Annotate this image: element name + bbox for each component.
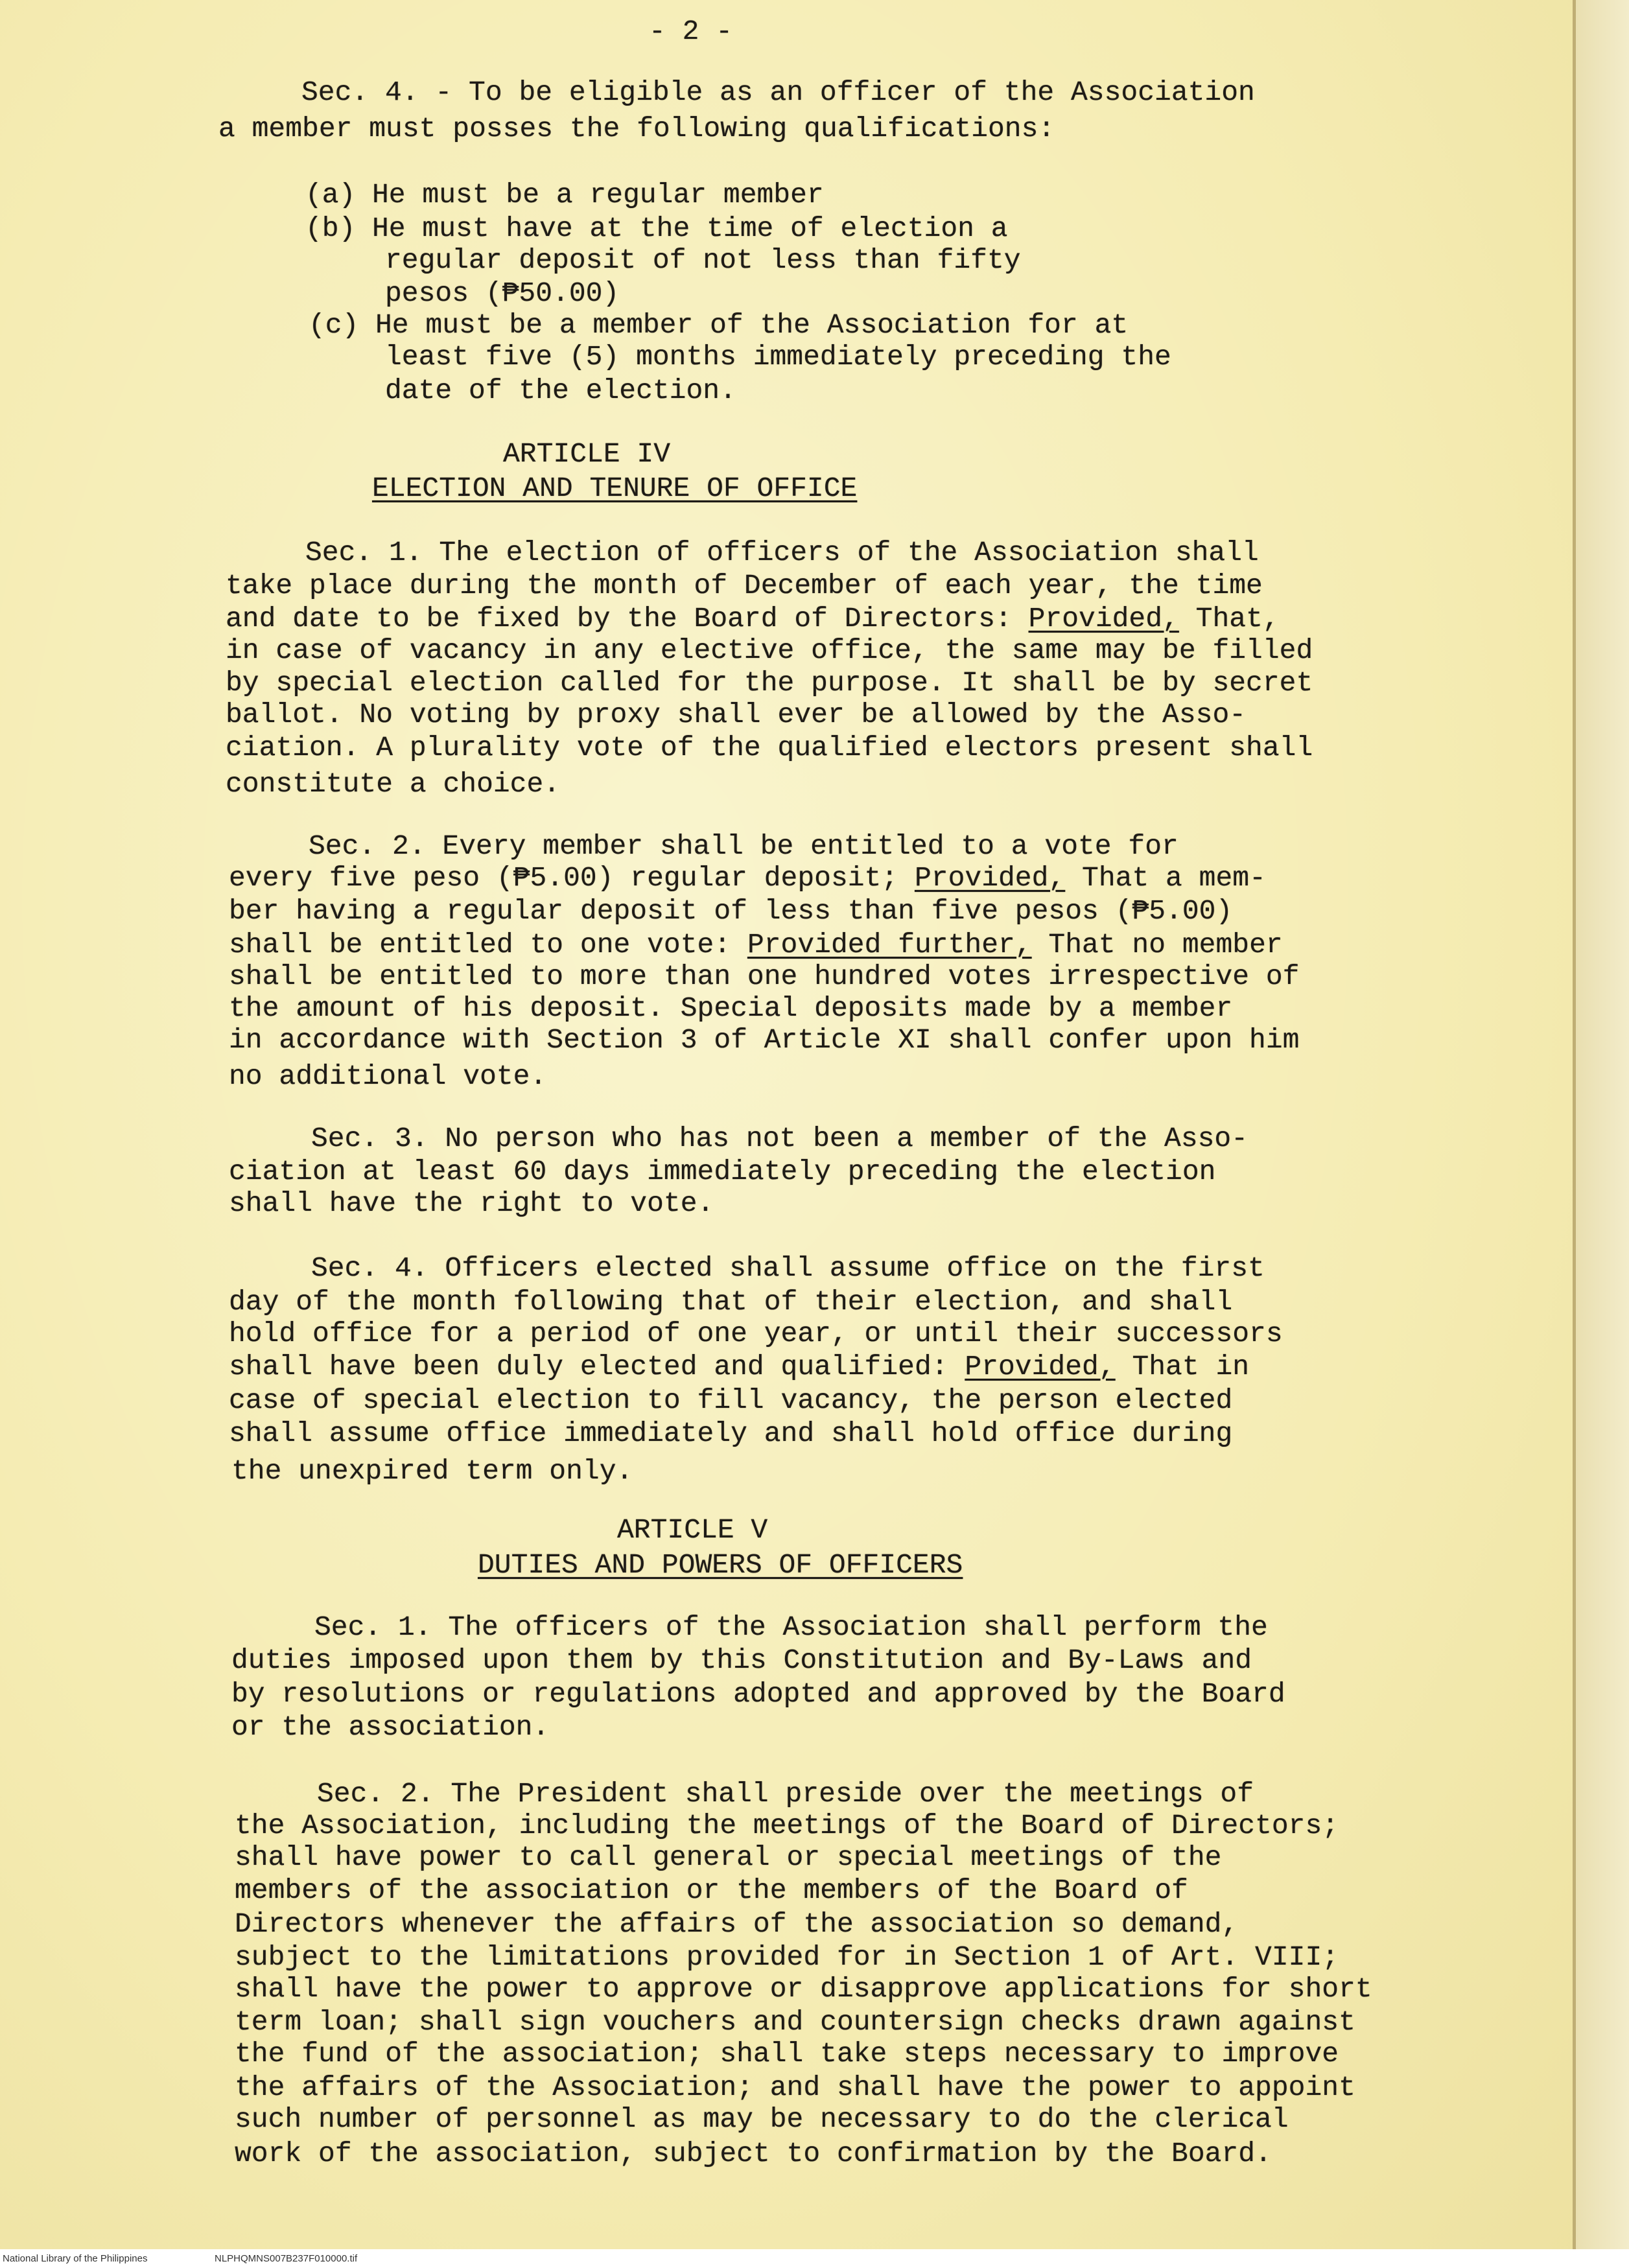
- article-v-heading: ARTICLE V: [617, 1514, 768, 1546]
- scan-background: [1576, 0, 1629, 2249]
- art4-sec4-line-4-a: shall have been duly elected and qualified:: [229, 1351, 965, 1383]
- qualification-b-line-2: regular deposit of not less than fifty: [385, 244, 1021, 276]
- qualification-b-label: (b): [305, 213, 356, 244]
- art4-sec2-line-6: the amount of his deposit. Special deposits made by a member: [229, 992, 1233, 1024]
- art5-sec2-line-6: subject to the limitations provided for in Section 1 of Art. VIII;: [235, 1941, 1339, 1973]
- qualification-a: [305, 179, 824, 211]
- art5-sec2-line-5: Directors whenever the affairs of the association so demand,: [235, 1908, 1239, 1940]
- proviso-further-underlined: Provided further,: [747, 929, 1032, 961]
- art5-sec2-line-8: term loan; shall sign vouchers and countersign checks drawn against: [235, 2006, 1355, 2038]
- art4-sec4-line-3: hold office for a period of one year, or until their successors: [229, 1318, 1283, 1350]
- art4-sec2-line-2-b: That a mem-: [1065, 862, 1266, 894]
- art4-sec1-line-6: ballot. No voting by proxy shall ever be allowed by the Asso-: [226, 699, 1247, 731]
- art5-sec1-line-2: duties imposed upon them by this Constitution and By-Laws and: [231, 1644, 1252, 1676]
- article-iv-heading: ARTICLE IV: [503, 438, 671, 470]
- footer-library-name: National Library of the Philippines: [3, 2253, 148, 2264]
- art5-sec2-line-1: Sec. 2. The President shall preside over the meetings of: [317, 1778, 1254, 1810]
- art5-sec1-line-3: by resolutions or regulations adopted and approved by the Board: [231, 1678, 1285, 1710]
- art3-sec4-line-1: Sec. 4. - To be eligible as an officer of the Association: [301, 76, 1255, 108]
- art4-sec1-line-3: [226, 603, 1280, 635]
- proviso-underlined: Provided,: [965, 1351, 1116, 1383]
- art4-sec2-line-4-b: That no member: [1031, 929, 1283, 961]
- art4-sec1-line-5: by special election called for the purpose. It shall be by secret: [226, 667, 1313, 699]
- art4-sec2-line-4: [229, 929, 1283, 961]
- art4-sec4-line-1: Sec. 4. Officers elected shall assume office on the first: [311, 1252, 1265, 1284]
- art5-sec2-line-9: the fund of the association; shall take steps necessary to improve: [235, 2038, 1339, 2070]
- qualification-c-line-3: date of the election.: [385, 375, 736, 406]
- art5-sec1-line-4: or the association.: [231, 1711, 550, 1743]
- art4-sec4-line-2: day of the month following that of their election, and shall: [229, 1286, 1233, 1318]
- art4-sec4-line-4-b: That in: [1115, 1351, 1250, 1383]
- art4-sec2-line-8: no additional vote.: [229, 1060, 547, 1092]
- art5-sec2-line-12: work of the association, subject to confirmation by the Board.: [235, 2138, 1272, 2169]
- qualification-c-label: (c): [309, 309, 359, 341]
- art5-sec2-line-2: the Association, including the meetings of the Board of Directors;: [235, 1810, 1339, 1841]
- art4-sec1-line-3-b: That,: [1178, 603, 1280, 635]
- qualification-c: [309, 309, 1128, 342]
- footer-file-name: NLPHQMNS007B237F010000.tif: [215, 2253, 358, 2264]
- article-v-title: DUTIES AND POWERS OF OFFICERS: [478, 1549, 963, 1581]
- art5-sec2-line-7: shall have the power to approve or disapprove applications for short: [235, 1973, 1372, 2005]
- art5-sec2-line-3: shall have power to call general or special meetings of the: [235, 1841, 1222, 1873]
- art4-sec1-line-8: constitute a choice.: [226, 768, 561, 800]
- art4-sec2-line-5: shall be entitled to more than one hundred votes irrespective of: [229, 961, 1300, 992]
- qualification-b-text: He must have at the time of election a: [372, 213, 1008, 244]
- art4-sec2-line-2-a: every five peso (₱5.00) regular deposit;: [229, 862, 915, 894]
- proviso-underlined: Provided,: [914, 862, 1066, 894]
- art3-sec4-line-2: a member must posses the following qualifications:: [218, 113, 1055, 145]
- art5-sec2-line-11: such number of personnel as may be necessary to do the clerical: [235, 2103, 1289, 2135]
- art4-sec1-line-1: Sec. 1. The election of officers of the Association shall: [305, 537, 1259, 568]
- qualification-c-text: He must be a member of the Association for at: [375, 309, 1129, 341]
- art4-sec4-line-5: case of special election to fill vacancy, the person elected: [229, 1385, 1233, 1416]
- art4-sec3-line-1: Sec. 3. No person who has not been a member of the Asso-: [311, 1123, 1248, 1154]
- art4-sec4-line-6: shall assume office immediately and shall hold office during: [229, 1418, 1233, 1449]
- art4-sec2-line-2: [229, 862, 1266, 894]
- art4-sec2-line-1: Sec. 2. Every member shall be entitled to a vote for: [309, 830, 1178, 862]
- art4-sec2-line-4-a: shall be entitled to one vote:: [229, 929, 747, 961]
- art4-sec1-line-3-a: and date to be fixed by the Board of Directors:: [226, 603, 1029, 635]
- art4-sec3-line-3: shall have the right to vote.: [229, 1187, 714, 1219]
- qualification-a-label: (a): [305, 179, 356, 211]
- page-number: - 2 -: [649, 16, 733, 47]
- art4-sec4-line-4: [229, 1351, 1249, 1383]
- qualification-b: [305, 213, 1008, 245]
- qualification-c-line-2: least five (5) months immediately preceding the: [385, 341, 1171, 373]
- article-iv-title: ELECTION AND TENURE OF OFFICE: [372, 473, 858, 504]
- art4-sec1-line-7: ciation. A plurality vote of the qualified electors present shall: [226, 732, 1313, 764]
- art5-sec1-line-1: Sec. 1. The officers of the Association shall perform the: [314, 1611, 1268, 1643]
- qualification-a-text: He must be a regular member: [372, 179, 824, 211]
- qualification-b-line-3: pesos (₱50.00): [385, 277, 620, 309]
- art4-sec2-line-7: in accordance with Section 3 of Article XI shall confer upon him: [229, 1024, 1300, 1056]
- art4-sec2-line-3: ber having a regular deposit of less than five pesos (₱5.00): [229, 895, 1233, 927]
- art4-sec3-line-2: ciation at least 60 days immediately preceding the election: [229, 1156, 1216, 1187]
- art5-sec2-line-4: members of the association or the members of the Board of: [235, 1875, 1188, 1906]
- proviso-underlined: Provided,: [1028, 603, 1179, 635]
- art5-sec2-line-10: the affairs of the Association; and shall have the power to appoint: [235, 2072, 1355, 2103]
- art4-sec4-line-7: the unexpired term only.: [231, 1455, 633, 1487]
- art4-sec1-line-2: take place during the month of December of each year, the time: [226, 570, 1263, 602]
- art4-sec1-line-4: in case of vacancy in any elective office, the same may be filled: [226, 635, 1313, 666]
